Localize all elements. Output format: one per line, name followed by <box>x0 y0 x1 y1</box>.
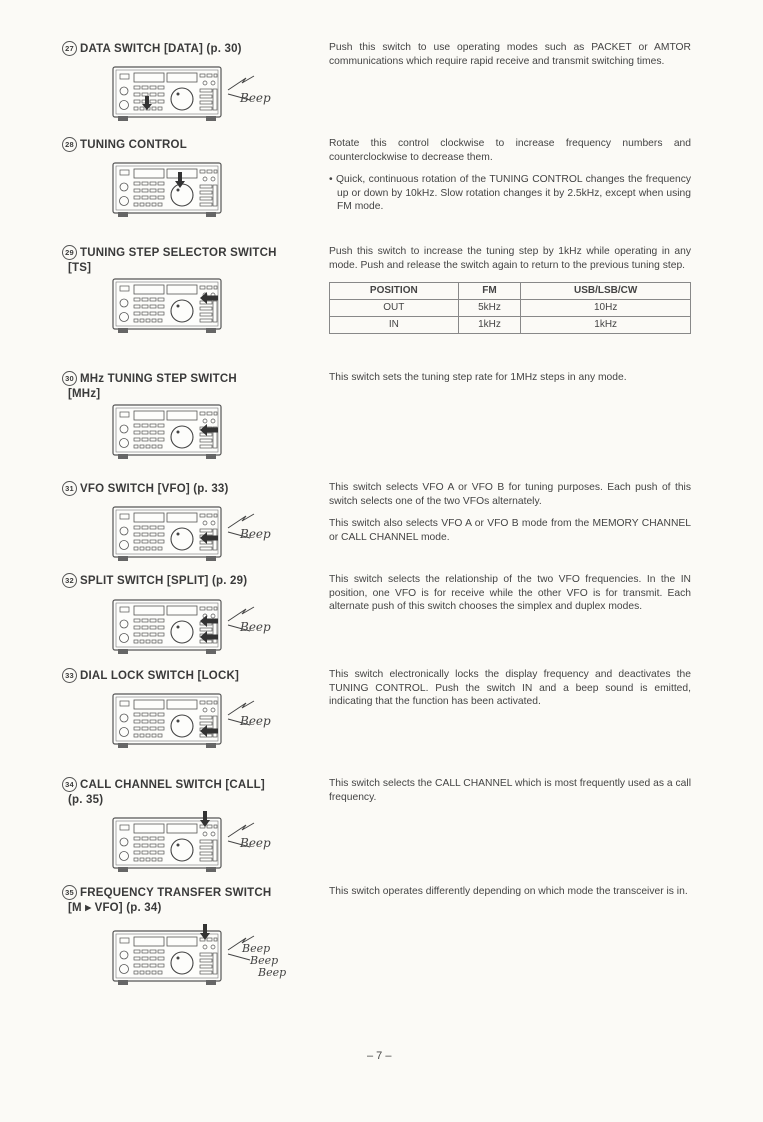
section-description <box>329 573 691 623</box>
section-number: 30 <box>62 371 77 386</box>
paragraph: This switch operates differently depending on which mode the transceiver is in. <box>329 886 688 897</box>
beep-label: Beep <box>258 966 287 979</box>
page-number: – 7 – <box>367 1050 392 1062</box>
section-title-line2: (p. 35) <box>68 794 104 806</box>
section-description <box>329 137 691 223</box>
section-heading <box>62 481 229 497</box>
radio-illustration <box>112 160 302 218</box>
beep-label: Beep <box>240 836 271 850</box>
table-cell: IN <box>330 317 459 334</box>
paragraph: Rotate this control clockwise to increase frequency numbers and counterclockwise to decrease them. <box>329 138 691 163</box>
table-cell: 1kHz <box>458 317 521 334</box>
paragraph: Push this switch to increase the tuning step by 1kHz while operating in any mode. Push and release the switch again to return to the previous tuning step. <box>329 246 691 271</box>
paragraph: This switch selects the CALL CHANNEL which is most frequently used as a call frequency. <box>329 778 691 803</box>
section-description <box>329 41 691 77</box>
section-title: CALL CHANNEL SWITCH [CALL] <box>80 779 265 791</box>
section-title-line2: [M ▸ VFO] (p. 34) <box>68 902 162 914</box>
beep-label: Beep <box>242 942 271 955</box>
radio-illustration <box>112 404 302 460</box>
section-title: DIAL LOCK SWITCH [LOCK] <box>80 670 239 682</box>
section-title-line2: [TS] <box>68 262 92 274</box>
section-title: TUNING CONTROL <box>80 139 187 151</box>
section-heading <box>62 41 242 57</box>
radio-illustration <box>112 599 302 655</box>
table-header-row <box>330 283 691 300</box>
section-title: TUNING STEP SELECTOR SWITCH <box>80 247 277 259</box>
section-description <box>329 668 691 718</box>
section-number: 33 <box>62 668 77 683</box>
beep-label: Beep <box>240 714 271 728</box>
radio-illustration <box>112 66 302 122</box>
paragraph: Push this switch to use operating modes such as PACKET or AMTOR communications which require rapid receive and transmit switching times. <box>329 42 691 67</box>
section-title-line2: [MHz] <box>68 388 101 400</box>
section-number: 35 <box>62 885 77 900</box>
section-description <box>329 481 691 553</box>
section-number: 32 <box>62 573 77 588</box>
beep-label: Beep <box>240 620 271 634</box>
section-description <box>329 371 691 394</box>
bullet-note: • Quick, continuous rotation of the TUNING CONTROL changes the frequency up or down by 10kHz. Slow rotation changes it by 2.5kHz, except when using FM mode. <box>329 174 691 212</box>
tuning-step-table <box>329 282 691 334</box>
section-number: 28 <box>62 137 77 152</box>
radio-illustration <box>112 278 302 334</box>
radio-illustration <box>112 803 302 873</box>
table-row <box>330 317 691 334</box>
section-number: 31 <box>62 481 77 496</box>
paragraph: This switch sets the tuning step rate for 1MHz steps in any mode. <box>329 372 627 383</box>
radio-illustration <box>112 693 302 749</box>
table-cell: 5kHz <box>458 300 521 317</box>
table-cell: 1kHz <box>521 317 691 334</box>
section-title: VFO SWITCH [VFO] (p. 33) <box>80 483 229 495</box>
paragraph: This switch selects VFO A or VFO B for tuning purposes. Each push of this switch selects one of the two VFOs alternately. <box>329 482 691 507</box>
section-title: DATA SWITCH [DATA] (p. 30) <box>80 43 242 55</box>
section-description <box>329 777 691 813</box>
section-title: FREQUENCY TRANSFER SWITCH <box>80 887 272 899</box>
section-title: SPLIT SWITCH [SPLIT] (p. 29) <box>80 575 248 587</box>
radio-illustration <box>112 916 312 992</box>
section-heading <box>62 371 237 402</box>
table-row <box>330 300 691 317</box>
section-number: 34 <box>62 777 77 792</box>
section-heading <box>62 885 271 916</box>
section-number: 27 <box>62 41 77 56</box>
section-description <box>329 245 691 334</box>
beep-label: Beep <box>250 954 279 967</box>
beep-label: Beep <box>240 527 271 541</box>
paragraph: This switch selects the relationship of the two VFO frequencies. In the IN position, one VFO is for receive while the other VFO is for transmit. Each alternate push of this switch chooses the simplex and duplex modes. <box>329 574 691 612</box>
table-header: POSITION <box>330 283 459 300</box>
section-description <box>329 885 691 908</box>
radio-illustration <box>112 506 302 562</box>
paragraph: This switch electronically locks the display frequency and deactivates the TUNING CONTROL. Push the switch IN and a beep sound is emitted, indicating that the function has been activated. <box>329 669 691 707</box>
section-number: 29 <box>62 245 77 260</box>
paragraph: This switch also selects VFO A or VFO B mode from the MEMORY CHANNEL or CALL CHANNEL mode. <box>329 518 691 543</box>
table-cell: OUT <box>330 300 459 317</box>
section-heading <box>62 245 277 276</box>
table-header: USB/LSB/CW <box>521 283 691 300</box>
table-header: FM <box>458 283 521 300</box>
section-heading <box>62 668 239 684</box>
section-heading <box>62 137 187 153</box>
section-heading <box>62 573 247 589</box>
section-title: MHz TUNING STEP SWITCH <box>80 373 237 385</box>
table-cell: 10Hz <box>521 300 691 317</box>
beep-label: Beep <box>240 91 271 105</box>
